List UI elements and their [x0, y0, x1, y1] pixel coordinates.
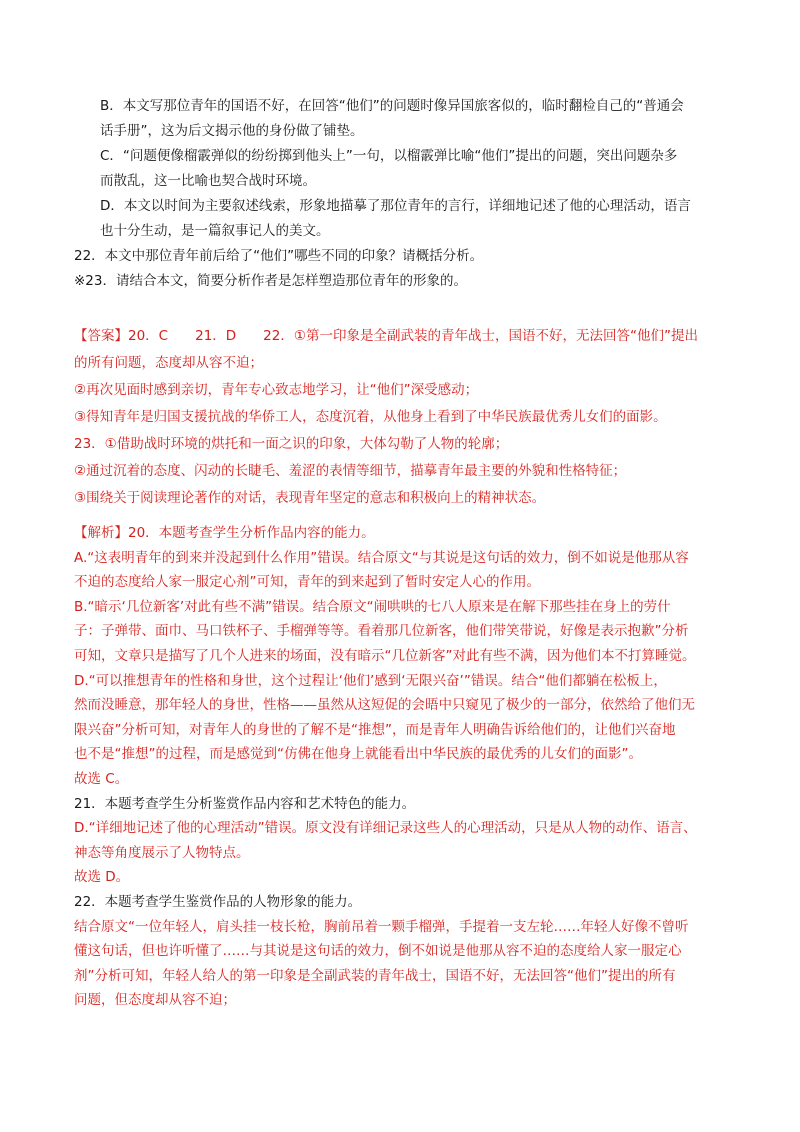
answer-line: 的所有问题，态度却从容不迫； [74, 355, 263, 371]
answer-line: ③得知青年是归国支援抗战的华侨工人，态度沉着，从他身上看到了中华民族最优秀儿女们的面影。 [74, 409, 667, 425]
analysis-line: 子：子弹带、面巾、马口铁杯子、手榴弹等等。看着那几位新客，他们带笑带说，好像是表示抱歉”分析 [74, 623, 689, 640]
analysis-line: 限兴奋”分析可知，对青年人的身世的了解不是“推想”，而是青年人明确告诉给他们的，让他们兴奋地 [74, 721, 676, 738]
analysis-line: D.“可以推想青年的性格和身世，这个过程让‘他们’感到‘无限兴奋’”错误。结合“他们都躺在松板上， [74, 672, 667, 689]
answer-line: ③围绕关于阅读理论著作的对话，表现青年坚定的意志和积极向上的精神状态。 [74, 490, 546, 506]
question-line: 22．本文中那位青年前后给了“他们”哪些不同的印象？请概括分析。 [74, 248, 484, 264]
analysis-line: A.“这表明青年的到来并没起到什么作用”错误。结合原文“与其说是这句话的效力，倒不如说是他那从容 [74, 549, 689, 566]
analysis-line: 然而没睡意，那年轻人的身世，性格——虽然从这短促的会晤中只窥见了极少的一部分，依然给了他们无 [74, 697, 695, 714]
analysis-line: 21．本题考查学生分析鉴赏作品内容和艺术特色的能力。 [74, 795, 416, 812]
question-line: C．“问题便像榴霰弹似的纷纷掷到他头上”一句，以榴霰弹比喻“他们”提出的问题，突出问题杂多 [100, 148, 678, 164]
analysis-line: 懂这句话，但也许听懂了……与其说是这句话的效力，倒不如说是他那从容不迫的态度给人家一服定心 [74, 943, 682, 960]
analysis-line: 结合原文“一位年轻人，肩头挂一枝长枪，胸前吊着一颗手榴弹，手提着一支左轮……年轻人好像不曾听 [74, 918, 689, 935]
question-line: B．本文写那位青年的国语不好，在回答“他们”的问题时像异国旅客似的，临时翻检自己的“普通会 [100, 98, 684, 114]
analysis-line: 剂”分析可知，年轻人给人的第一印象是全副武装的青年战士，国语不好，无法回答“他们”提出的所有 [74, 967, 676, 984]
answer-line: 【答案】20．C 21．D 22．①第一印象是全副武装的青年战士，国语不好，无法回答“他们”提出 [74, 328, 698, 344]
answer-section [74, 323, 726, 512]
analysis-line: 【解析】20．本题考查学生分析作品内容的能力。 [74, 525, 375, 541]
question-line: ※23．请结合本文，简要分析作者是怎样塑造那位青年的形象的。 [74, 273, 467, 289]
analysis-line: 不迫的态度给人家一服定心剂”可知，青年的到来起到了暂时安定人心的作用。 [74, 574, 540, 591]
analysis-line: B.“暗示‘几位新客’对此有些不满”错误。结合原文“闹哄哄的七八人原来是在解下那些挂在身上的劳什 [74, 598, 671, 615]
question-line: 而散乱，这一比喻也契合战时环境。 [100, 173, 316, 189]
analysis-section [74, 521, 726, 1013]
analysis-line: 问题，但态度却从容不迫； [74, 992, 236, 1009]
analysis-line: D.“详细地记述了他的心理活动”错误。原文没有详细记录这些人的心理活动，只是从人物的动作、语言、 [74, 820, 697, 837]
question-section [74, 94, 726, 294]
analysis-line: 可知，文章只是描写了几个人进来的场面，没有暗示“几位新客”对此有些不满，因为他们本不打算睡觉。 [74, 647, 696, 664]
question-line: 也十分生动，是一篇叙事记人的美文。 [100, 223, 330, 239]
answer-line: 23．①借助战时环境的烘托和一面之识的印象，大体勾勒了人物的轮廓； [74, 436, 509, 452]
question-line: 话手册”，这为后文揭示他的身份做了铺垫。 [100, 123, 364, 139]
analysis-line: 22．本题考查学生鉴赏作品的人物形象的能力。 [74, 893, 362, 910]
analysis-line: 也不是“推想”的过程，而是感觉到“仿佛在他身上就能看出中华民族的最优秀的儿女们的面影”。 [74, 746, 642, 763]
question-line: D．本文以时间为主要叙述线索，形象地描摹了那位青年的言行，详细地记述了他的心理活动，语言 [100, 198, 691, 214]
analysis-line: 神态等角度展示了人物特点。 [74, 844, 250, 861]
answer-line: ②再次见面时感到亲切，青年专心致志地学习，让“他们”深受感动； [74, 382, 479, 398]
analysis-line: 故选 C。 [74, 770, 129, 787]
answer-line: ②通过沉着的态度、闪动的长睫毛、羞涩的表情等细节，描摹青年最主要的外貌和性格特征； [74, 463, 627, 479]
analysis-line: 故选 D。 [74, 869, 130, 886]
